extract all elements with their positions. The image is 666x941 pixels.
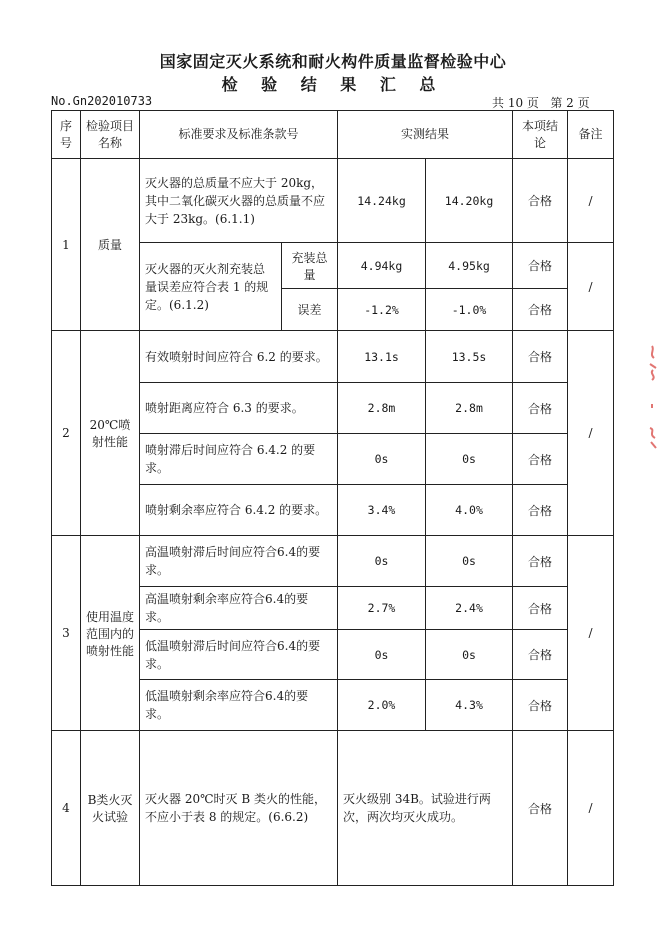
result-text: 灭火级别 34B。试验进行两次，两次均灭火成功。 [338, 731, 513, 886]
results-table [51, 110, 614, 886]
page-total: 共 10 页 [492, 96, 539, 110]
table-row [52, 731, 614, 886]
org-title: 国家固定灭火系统和耐火构件质量监督检验中心 [159, 52, 507, 71]
standard-text: 低温喷射剩余率应符合6.4的要求。 [140, 680, 338, 731]
result-1: 2.0% [338, 680, 426, 731]
result-2: 4.0% [426, 485, 513, 536]
remark: / [568, 536, 614, 731]
table-row [52, 331, 614, 383]
result-2: 4.95kg [426, 243, 513, 289]
table-row [52, 536, 614, 587]
conclusion: 合格 [513, 331, 568, 383]
seal-stamp [646, 344, 660, 452]
col-standard: 标准要求及标准条款号 [140, 111, 338, 159]
result-1: 0s [338, 434, 426, 485]
col-item: 检验项目名称 [81, 111, 140, 159]
table-row [52, 159, 614, 243]
result-1: 4.94kg [338, 243, 426, 289]
result-1: 2.8m [338, 383, 426, 434]
item-name: B类火灭火试验 [81, 731, 140, 886]
conclusion: 合格 [513, 630, 568, 680]
header-row [52, 111, 614, 159]
result-1: 13.1s [338, 331, 426, 383]
col-conclusion: 本项结论 [513, 111, 568, 159]
result-1: 2.7% [338, 587, 426, 630]
conclusion: 合格 [513, 243, 568, 289]
report-title: 检 验 结 果 汇 总 [221, 75, 445, 94]
result-2: 0s [426, 536, 513, 587]
remark: / [568, 331, 614, 536]
result-2: 2.8m [426, 383, 513, 434]
result-1: 0s [338, 536, 426, 587]
seq-cell: 1 [52, 159, 81, 331]
seq-cell: 4 [52, 731, 81, 886]
sub-label: 误差 [282, 289, 338, 331]
standard-text: 喷射滞后时间应符合 6.4.2 的要求。 [140, 434, 338, 485]
result-2: -1.0% [426, 289, 513, 331]
conclusion: 合格 [513, 731, 568, 886]
remark: / [568, 159, 614, 243]
result-1: 14.24kg [338, 159, 426, 243]
item-name: 20℃喷射性能 [81, 331, 140, 536]
conclusion: 合格 [513, 289, 568, 331]
item-name: 使用温度范围内的喷射性能 [81, 536, 140, 731]
col-seq: 序号 [52, 111, 81, 159]
sub-label: 充装总量 [282, 243, 338, 289]
conclusion: 合格 [513, 587, 568, 630]
standard-text: 高温喷射剩余率应符合6.4的要求。 [140, 587, 338, 630]
result-1: -1.2% [338, 289, 426, 331]
conclusion: 合格 [513, 536, 568, 587]
conclusion: 合格 [513, 434, 568, 485]
result-2: 4.3% [426, 680, 513, 731]
result-1: 3.4% [338, 485, 426, 536]
col-remark: 备注 [568, 111, 614, 159]
seq-cell: 3 [52, 536, 81, 731]
standard-text: 灭火器 20℃时灭 B 类火的性能，不应小于表 8 的规定。(6.6.2) [140, 731, 338, 886]
result-2: 14.20kg [426, 159, 513, 243]
document-number: No.Gn202010733 [51, 94, 153, 108]
result-2: 13.5s [426, 331, 513, 383]
page-info [492, 94, 590, 111]
standard-text: 喷射距离应符合 6.3 的要求。 [140, 383, 338, 434]
conclusion: 合格 [513, 159, 568, 243]
conclusion: 合格 [513, 485, 568, 536]
standard-text: 高温喷射滞后时间应符合6.4的要求。 [140, 536, 338, 587]
standard-text: 灭火器的总质量不应大于 20kg，其中二氧化碳灭火器的总质量不应大于 23kg。(6.1.1) [140, 159, 338, 243]
conclusion: 合格 [513, 383, 568, 434]
standard-text: 灭火器的灭火剂充装总量误差应符合表 1 的规定。(6.1.2) [140, 243, 282, 331]
result-2: 2.4% [426, 587, 513, 630]
remark: / [568, 243, 614, 331]
result-1: 0s [338, 630, 426, 680]
standard-text: 有效喷射时间应符合 6.2 的要求。 [140, 331, 338, 383]
col-measured: 实测结果 [338, 111, 513, 159]
standard-text: 喷射剩余率应符合 6.4.2 的要求。 [140, 485, 338, 536]
item-name: 质量 [81, 159, 140, 331]
result-2: 0s [426, 434, 513, 485]
seq-cell: 2 [52, 331, 81, 536]
standard-text: 低温喷射滞后时间应符合6.4的要求。 [140, 630, 338, 680]
conclusion: 合格 [513, 680, 568, 731]
remark: / [568, 731, 614, 886]
result-2: 0s [426, 630, 513, 680]
page-current: 第 2 页 [550, 96, 590, 110]
